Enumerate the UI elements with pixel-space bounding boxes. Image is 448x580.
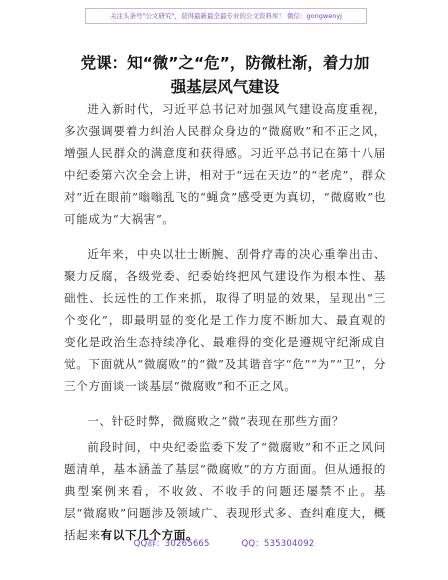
footer-qq-group: QQ群：30265665 [133, 539, 210, 549]
paragraph-1: 进入新时代，习近平总书记对加强风气建设高度重视，多次强调要着力纠治人民群众身边的“微腐败”和不正之风，增强人民群众的满意度和获得感。习近平总书记在第十八届中纪委第六次全会上讲，相对于“远在天边”的“老虎”，群众对“近在眼前”嗡嗡乱飞的“蝇贪”感受更为真切，“微腐败”也可能成为“大祸害”。 [64, 102, 386, 226]
header-banner [85, 8, 367, 24]
header-banner-text: 关注头条号"公文研究"，获得最新最全最专业的公文资料库！ 微信：gongwenyj [110, 12, 342, 20]
title-line-2: 强基层风气建设 [170, 78, 280, 96]
section-heading: 一、针砭时弊，微腐败之“微”表现在那些方面？ [87, 414, 345, 428]
footer-qq: QQ：535304092 [241, 539, 315, 549]
footer-contact [0, 537, 448, 549]
paragraph-3-main: 前段时间，中央纪委监委下发了“微腐败”和不正之风问题清单，基本涵盖了基层“微腐败”的方方面面。但从通报的典型案例来看，不收敛、不收手的问题还屡禁不止。基层“微腐败”问题涉及领域广、表现形式多、查纠难度大，概括起来 [64, 440, 386, 542]
document-body [64, 98, 386, 546]
paragraph-3 [64, 436, 386, 546]
document-title [60, 51, 390, 99]
title-line-1: 党课：知“微”之“危”，防微杜渐，着力加 [80, 54, 370, 72]
paragraph-3-bold-tail: 有以下几个方面。 [100, 528, 199, 542]
paragraph-2: 近年来，中央以壮士断腕、刮骨疗毒的决心重拳出击、聚力反腐，各级党委、纪委始终把风气建设作为根本性、基础性、长远性的工作来抓，取得了明显的效果，呈现出“三个变化”，即最明显的变化是工作力度不断加大、最直观的变化是政治生态持续净化、最难得的变化是遵规守纪渐成自觉。下面就从“微腐败”的“微”及其谐音字“危”“为”“卫”，分三个方面谈一谈基层“微腐败”和不正之风。 [64, 247, 386, 393]
